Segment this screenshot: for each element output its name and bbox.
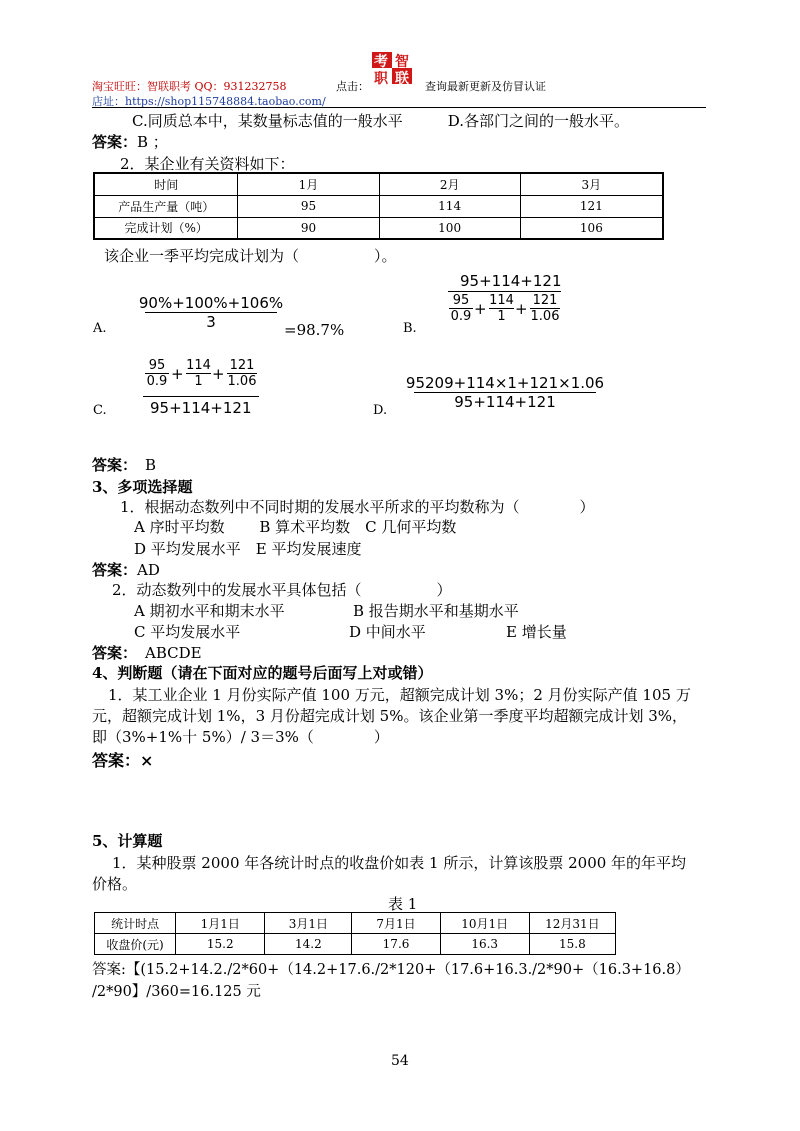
- term-denominator: 1.06: [227, 374, 257, 389]
- table-header-cell: 1月: [238, 173, 379, 195]
- table-header-cell: 2月: [379, 173, 520, 195]
- option-c-term-1: [145, 358, 169, 389]
- table-cell: 完成计划（%）: [94, 217, 238, 239]
- plus-sign: +: [474, 300, 487, 318]
- fraction-bar: [448, 291, 561, 292]
- question-2-prompt: 该企业一季平均完成计划为（ ）。: [104, 247, 397, 265]
- answer-label: 答案：: [92, 644, 138, 662]
- term-denominator: 0.9: [450, 309, 472, 324]
- term-denominator: 1: [497, 309, 506, 324]
- plus-sign: +: [515, 300, 528, 318]
- question-2: 2．某企业有关资料如下：: [120, 155, 295, 173]
- term-numerator: 95: [148, 358, 166, 373]
- term-denominator: 1: [194, 374, 203, 389]
- section-4-line-3: 即（3%+1%十 5%）/ 3＝3%（ ）: [92, 728, 389, 746]
- production-table: [93, 172, 664, 240]
- logo-char-3: 职: [374, 71, 388, 87]
- header-divider: [92, 107, 706, 108]
- fraction-bar: [143, 396, 259, 397]
- answer-label: 答案：: [92, 133, 138, 151]
- plus-sign: +: [212, 365, 225, 383]
- section-3-title: 3、多项选择题: [92, 478, 193, 496]
- table-cell: 114: [379, 195, 520, 217]
- option-a-label: A.: [93, 321, 107, 336]
- option-c-term-2: [186, 358, 211, 389]
- table-header-cell: 时间: [94, 173, 238, 195]
- section-3-q1-options-2: D 平均发展水平 E 平均发展速度: [134, 540, 362, 558]
- option-e: E 增长量: [506, 623, 567, 641]
- option-d-fraction: [405, 374, 605, 411]
- option-a-result: =98.7%: [284, 321, 345, 339]
- option-b-numerator: 95+114+121: [460, 272, 562, 290]
- table-header-cell: 1月1日: [176, 913, 265, 934]
- answer-value: B: [145, 456, 157, 474]
- section-5-title: 5、计算题: [92, 832, 163, 850]
- option-d-numerator: 95209+114×1+121×1.06: [405, 374, 605, 392]
- shop-url[interactable]: 店址：https://shop115748884.taobao.com/: [92, 95, 326, 108]
- section-5-answer-line-2: /2*90】/360=16.125 元: [92, 984, 261, 1000]
- term-numerator: 121: [229, 358, 255, 373]
- term-numerator: 114: [186, 358, 211, 373]
- term-denominator: 0.9: [146, 374, 168, 389]
- plus-sign: +: [171, 365, 184, 383]
- table-header-cell: 7月1日: [352, 913, 440, 934]
- option-c: C 平均发展水平: [134, 623, 241, 641]
- term-denominator: 1.06: [530, 309, 560, 324]
- table-cell: 90: [238, 217, 379, 239]
- table-cell: 100: [379, 217, 520, 239]
- options-line: C.同质总本中，某数量标志值的一般水平 D.各部门之间的一般水平。: [132, 112, 629, 130]
- option-a: A 期初水平和期末水平: [134, 602, 285, 620]
- option-d-denominator: 95+114+121: [454, 393, 556, 411]
- logo-char-1: 考: [374, 54, 388, 70]
- option-c-label: C.: [93, 403, 107, 418]
- logo-char-4: 联: [395, 71, 409, 87]
- logo[interactable]: [370, 48, 416, 88]
- table-header-cell: 12月31日: [529, 913, 615, 934]
- table-cell: 16.3: [440, 934, 529, 955]
- click-label: 点击：: [336, 80, 369, 93]
- section-5-line-2: 价格。: [92, 875, 138, 893]
- update-link[interactable]: 查询最新更新及仿冒认证: [425, 80, 546, 93]
- answer-value: ×: [140, 751, 154, 770]
- option-b-term-3: [530, 293, 560, 324]
- table-header-cell: 统计时点: [95, 913, 176, 934]
- section-3-q1: 1．根据动态数列中不同时期的发展水平所求的平均数称为（ ）: [120, 498, 595, 516]
- table-cell: 121: [520, 195, 663, 217]
- option-d-label: D.: [373, 403, 388, 418]
- option-b-term-2: [489, 293, 514, 324]
- option-a-numerator: 90%+100%+106%: [138, 294, 284, 312]
- section-4-title: 4、判断题（请在下面对应的题号后面写上对或错）: [92, 664, 433, 682]
- term-numerator: 95: [452, 293, 470, 308]
- table-header-cell: 3月: [520, 173, 663, 195]
- option-c-denominator: 95+114+121: [150, 399, 252, 417]
- page-number: 54: [391, 1053, 409, 1069]
- answer-value: AD: [137, 561, 160, 579]
- table-title: 表 1: [388, 895, 418, 913]
- shop-line: 淘宝旺旺：智联职考 QQ：931232758: [92, 80, 287, 93]
- table-cell: 106: [520, 217, 663, 239]
- price-table: [94, 912, 616, 955]
- table-cell: 产品生产量（吨）: [94, 195, 238, 217]
- option-a-denominator: 3: [206, 313, 216, 331]
- table-cell: 95: [238, 195, 379, 217]
- table-cell: 14.2: [265, 934, 352, 955]
- answer-value: ABCDE: [145, 644, 202, 662]
- option-b: B 报告期水平和基期水平: [353, 602, 519, 620]
- table-cell: 15.2: [176, 934, 265, 955]
- option-c-term-3: [227, 358, 257, 389]
- section-5-line-1: 1．某种股票 2000 年各统计时点的收盘价如表 1 所示，计算该股票 2000 年的年平均: [112, 854, 687, 872]
- answer-label: 答案：: [92, 751, 141, 770]
- section-4-line-1: 1．某工业企业 1 月份实际产值 100 万元，超额完成计划 3%；2 月份实际产值 105 万: [108, 686, 691, 704]
- section-3-q1-options-1: A 序时平均数 B 算术平均数 C 几何平均数: [134, 518, 457, 536]
- option-a-fraction: [138, 294, 284, 331]
- table-header-cell: 3月1日: [265, 913, 352, 934]
- answer-label: 答案：: [92, 561, 138, 579]
- section-5-answer-line-1: 答案:【(15.2+14.2./2*60+（14.2+17.6./2*120+（17.6+16.3./2*90+（16.3+16.8）: [92, 962, 690, 978]
- option-b-term-1: [449, 293, 473, 324]
- answer-label: 答案：: [92, 456, 138, 474]
- answer-value: B ；: [137, 133, 168, 151]
- table-cell: 17.6: [352, 934, 440, 955]
- logo-char-2: 智: [395, 54, 409, 70]
- section-3-q2: 2．动态数列中的发展水平具体包括（ ）: [112, 581, 452, 599]
- table-header-cell: 10月1日: [440, 913, 529, 934]
- table-cell: 15.8: [529, 934, 615, 955]
- option-d: D 中间水平: [349, 623, 426, 641]
- section-4-line-2: 元，超额完成计划 1%，3 月份超完成计划 5%。该企业第一季度平均超额完成计划 3%，: [92, 707, 688, 725]
- table-cell: 收盘价(元): [95, 934, 176, 955]
- term-numerator: 121: [532, 293, 558, 308]
- term-numerator: 114: [489, 293, 514, 308]
- option-b-label: B.: [403, 321, 417, 336]
